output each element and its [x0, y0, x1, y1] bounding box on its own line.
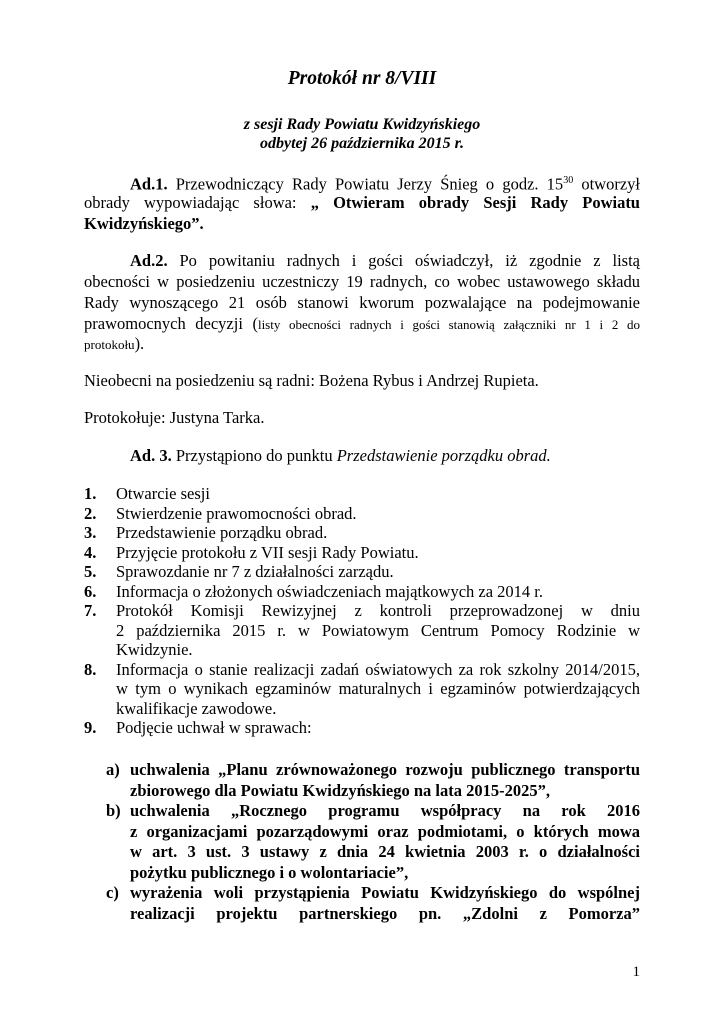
agenda-item: 6. Informacja o złożonych oświadczeniach majątkowych za 2014 r.: [84, 581, 543, 601]
resolution-item: c) wyrażenia woli przystąpienia Powiatu Kwidzyńskiego do wspólnej realizacji projektu partnerskiego pn. „Zdolni z Pomorza”: [106, 883, 640, 923]
ad2-line-1: [84, 250, 640, 272]
ad1-line-2a: obrady wypowiadając słowa:: [84, 193, 311, 212]
ad3-line: [84, 445, 640, 467]
ad1-text-2: otworzył: [573, 174, 640, 194]
ad2-line-3: Rady wynoszącego 21 osób stanowi kworum pozwalające na podejmowanie: [84, 293, 640, 312]
page-number: 1: [632, 964, 640, 980]
ad1-line-2: [84, 192, 640, 214]
agenda-item: 8. Informacja o stanie realizacji zadań oświatowych za rok szkolny 2014/2015, w tym o wynikach egzaminów maturalnych i egzaminów potwierdzających kwalifikacje zawodowe.: [84, 659, 640, 718]
session-subtitle: z sesji Rady Powiatu Kwidzyńskiego: [243, 116, 481, 133]
agenda-item: 9. Podjęcie uchwał w sprawach:: [84, 718, 312, 737]
session-date: odbytej 26 października 2015 r.: [259, 135, 464, 152]
agenda-item: 3. Przedstawienie porządku obrad.: [84, 523, 328, 542]
resolution-item: a) uchwalenia „Planu zrównoważonego rozwoju publicznego transportu zbiorowego dla Powiatu Kwidzyńskiego na lata 2015-2025”,: [106, 760, 640, 800]
agenda-item: 4. Przyjęcie protokołu z VII sesji Rady Powiatu.: [84, 542, 419, 562]
ad1-time-minutes: 30: [563, 175, 574, 186]
document-title: Protokół nr 8/VIII: [287, 68, 437, 89]
ad3-text: Przystąpiono do punktu: [171, 446, 337, 465]
agenda-item: 7. Protokół Komisji Rewizyjnej z kontroli przeprowadzonej w dniu 2 października 2015 r. w Powiatowym Centrum Pomocy Rodzinie w Kwidzynie.: [84, 601, 640, 659]
resolution-item: b) uchwalenia „Rocznego programu współpracy na rok 2016 z organizacjami pozarządowymi oraz podmiotami, o których mowa w art. 3 ust. 3 ustawy z dnia 24 kwietnia 2003 r. o działalności pożytku publicznego i o wolontariacie”,: [106, 801, 640, 882]
agenda-item: 1. Otwarcie sesji: [84, 484, 210, 503]
absent-councillors: Nieobecni na posiedzeniu są radni: Bożena Rybus i Andrzej Rupieta.: [84, 371, 539, 390]
ad3-item-title: Przedstawienie porządku obrad.: [336, 446, 551, 465]
ad2-line-5b: ).: [134, 334, 145, 353]
ad1-quote: „ Otwieram obrady Sesji Rady Powiatu: [310, 193, 640, 212]
ad2-line-5a: protokołu: [84, 337, 135, 352]
agenda-list: [84, 484, 640, 738]
ad3-label: Ad. 3.: [130, 446, 172, 465]
ad2-line-4a: prawomocnych decyzji (: [84, 314, 258, 333]
resolutions-list: [106, 760, 640, 924]
ad1-text-1: Przewodniczący Rady Powiatu Jerzy Śnieg o godz. 15: [167, 174, 564, 194]
agenda-item: 5. Sprawozdanie nr 7 z działalności zarządu.: [84, 562, 394, 581]
ad2-line-5: [84, 333, 640, 356]
ad1-label: Ad.1.: [130, 174, 168, 194]
ad2-line-2: obecności w posiedzeniu uczestniczy 19 radnych, co wobec ustawowego składu: [84, 272, 640, 291]
ad2-text-1: Po powitaniu radnych i gości oświadczył, iż zgodnie z listą: [167, 251, 640, 270]
protocolist: Protokołuje: Justyna Tarka.: [84, 408, 265, 427]
ad1-line-3: Kwidzyńskiego”.: [84, 214, 204, 233]
ad2-label: Ad.2.: [130, 251, 168, 270]
ad2-attachments-note: listy obecności radnych i gości stanowią załączniki nr 1 i 2 do: [257, 317, 640, 332]
agenda-item: 2. Stwierdzenie prawomocności obrad.: [84, 503, 357, 523]
